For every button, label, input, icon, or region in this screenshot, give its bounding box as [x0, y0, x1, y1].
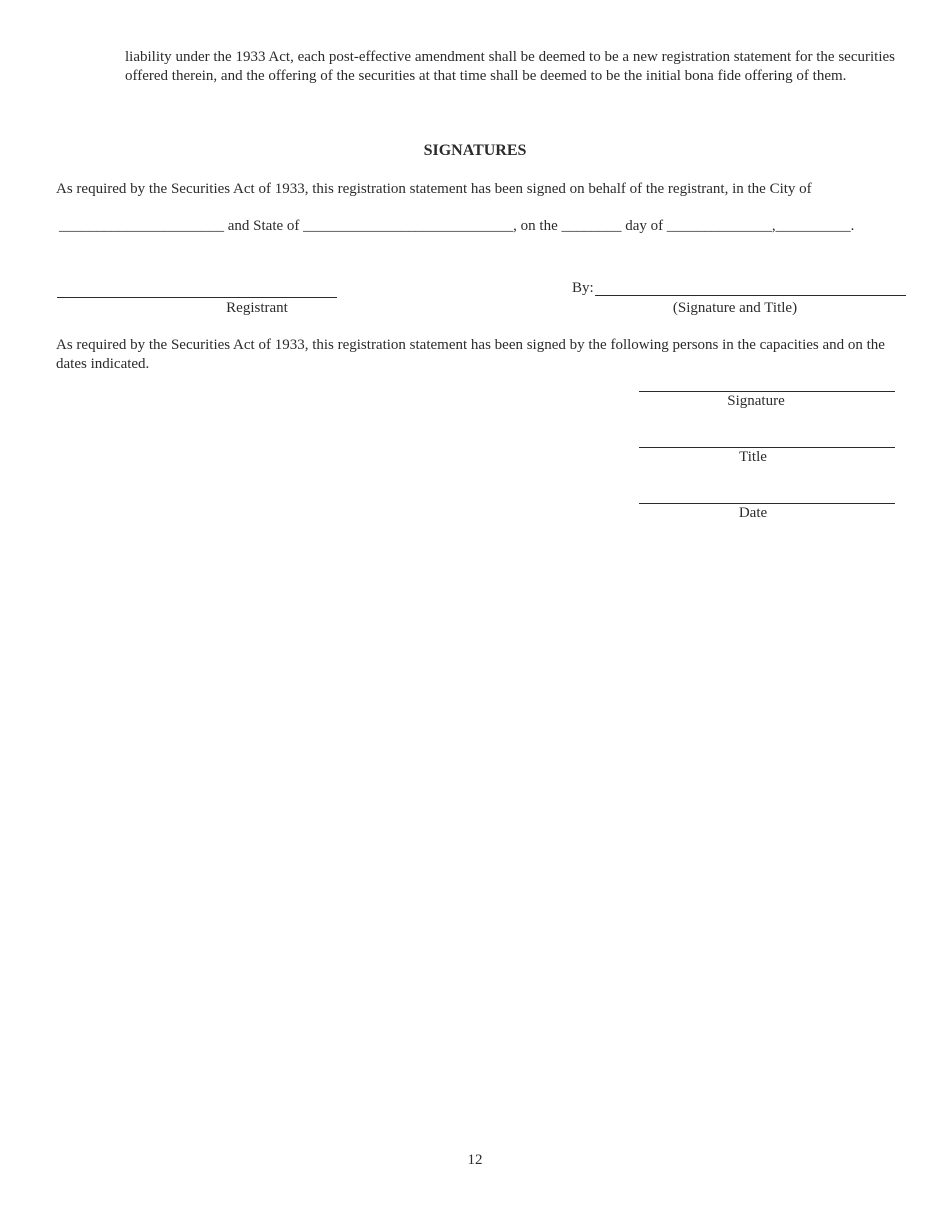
signature-label: Signature	[727, 393, 785, 409]
registrant-signature-line[interactable]	[57, 297, 337, 298]
day-of-text: day of	[621, 218, 667, 234]
registrant-label: Registrant	[226, 300, 288, 316]
signed-on-behalf-paragraph: As required by the Securities Act of 1933, this registration statement has been signed on behalf of the registrant, in the City of	[56, 181, 812, 197]
by-label: By:	[572, 280, 594, 296]
comma-text: ,	[771, 218, 776, 234]
signatures-heading: SIGNATURES	[423, 142, 527, 159]
city-blank[interactable]: ______________________	[59, 218, 224, 234]
period-text: .	[850, 218, 855, 234]
month-blank[interactable]: ______________	[666, 218, 772, 234]
city-state-date-fill-line	[59, 217, 854, 236]
by-signature-line[interactable]	[595, 295, 906, 296]
date-label: Date	[738, 505, 768, 521]
title-label: Title	[739, 449, 767, 465]
day-blank[interactable]: ________	[561, 218, 622, 234]
following-persons-paragraph: As required by the Securities Act of 1933, this registration statement has been signed by the following persons in the capacities and on the dates indicated.	[56, 337, 885, 372]
signature-and-title-label: (Signature and Title)	[672, 300, 798, 316]
year-blank[interactable]: __________	[775, 218, 851, 234]
page-number: 12	[467, 1152, 483, 1168]
and-state-of-text: and State of	[224, 218, 304, 234]
on-the-text: , on the	[513, 218, 562, 234]
state-blank[interactable]: ____________________________	[303, 218, 514, 234]
intro-paragraph: liability under the 1933 Act, each post-effective amendment shall be deemed to be a new registration statement for the securities offered therein, and the offering of the securities at that time shall be deemed to be the initial bona fide offering of them.	[125, 49, 895, 84]
